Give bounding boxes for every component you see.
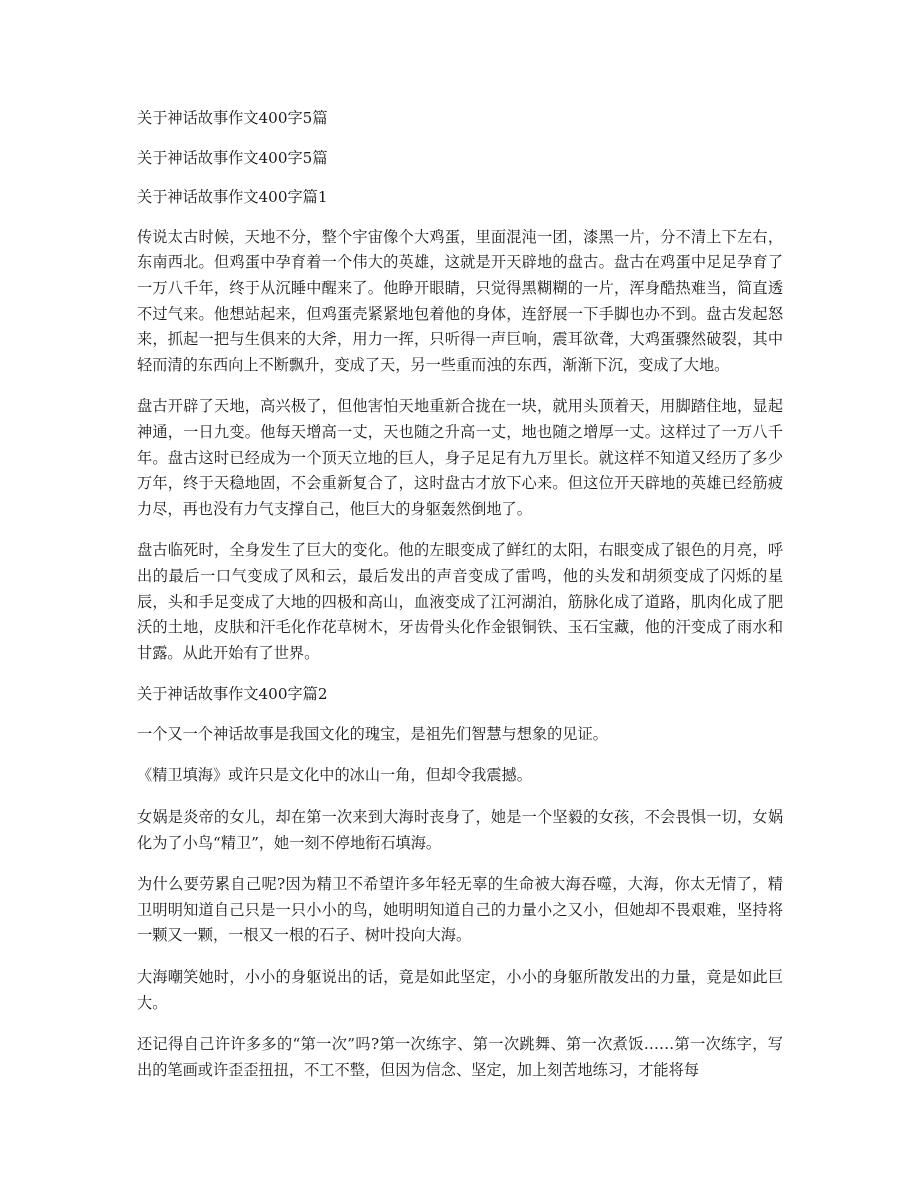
paragraph: 盘古临死时，全身发生了巨大的变化。他的左眼变成了鲜红的太阳，右眼变成了银色的月亮，呼出的最后一口气变成了风和云，最后发出的声音变成了雷鸣，他的头发和胡须变成了闪烁的星辰，头和手足变成了大地的四极和高山，血液变成了江河湖泊，筋脉化成了道路，肌肉化成了肥沃的土地，皮肤和汗毛化作花草树木，牙齿骨头化作金银铜铁、玉石宝藏，他的汗变成了雨水和甘露。从此开始有了世界。 [137, 541, 783, 662]
document-page [137, 106, 783, 1099]
paragraph: 还记得自己许许多多的“第一次”吗?第一次练字、第一次跳舞、第一次煮饭……第一次练字，写出的笔画或许歪歪扭扭，不工不整，但因为信念、坚定，加上刻苦地练习，才能将每 [137, 1035, 783, 1079]
section-heading-1: 关于神话故事作文400字篇1 [137, 188, 328, 207]
paragraph: 女娲是炎帝的女儿，却在第一次来到大海时丧身了，她是一个坚毅的女孩，不会畏惧一切，女娲化为了小鸟“精卫”，她一刻不停地衔石填海。 [137, 808, 783, 852]
paragraph: 一个又一个神话故事是我国文化的瑰宝，是祖先们智慧与想象的见证。 [137, 724, 608, 743]
paragraph: 为什么要劳累自己呢?因为精卫不希望许多年轻无辜的生命被大海吞噬，大海，你太无情了，精卫明明知道自己只是一只小小的鸟，她明明知道自己的力量小之又小，但她却不畏艰难，坚持将一颗又一颗，一根又一根的石子、树叶投向大海。 [137, 875, 783, 945]
paragraph: 传说太古时候，天地不分，整个宇宙像个大鸡蛋，里面混沌一团，漆黑一片，分不清上下左右，东南西北。但鸡蛋中孕育着一个伟大的英雄，这就是开天辟地的盘古。盘古在鸡蛋中足足孕育了一万八千年，终于从沉睡中醒来了。他睁开眼睛，只觉得黑糊糊的一片，浑身酷热难当，简直透不过气来。他想站起来，但鸡蛋壳紧紧地包着他的身体，连舒展一下手脚也办不到。盘古发起怒来，抓起一把与生俱来的大斧，用力一挥，只听得一声巨响，震耳欲聋，大鸡蛋骤然破裂，其中轻而清的东西向上不断飘升，变成了天，另一些重而浊的东西，渐渐下沉，变成了大地。 [137, 227, 783, 374]
document-subtitle: 关于神话故事作文400字5篇 [137, 148, 328, 167]
paragraph: 大海嘲笑她时，小小的身躯说出的话，竟是如此坚定，小小的身躯所散发出的力量，竟是如此巨大。 [137, 968, 783, 1012]
paragraph: 盘古开辟了天地，高兴极了，但他害怕天地重新合拢在一块，就用头顶着天，用脚踏住地，显起神通，一日九变。他每天增高一丈，天也随之升高一丈，地也随之增厚一丈。这样过了一万八千年。盘古这时已经成为一个顶天立地的巨人，身子足足有九万里长。就这样不知道又经历了多少万年，终于天稳地固，不会重新复合了，这时盘古才放下心来。但这位开天辟地的英雄已经筋疲力尽，再也没有力气支撑自己，他巨大的身躯轰然倒地了。 [137, 397, 783, 518]
paragraph: 《精卫填海》或许只是文化中的冰山一角，但却令我震撼。 [137, 766, 532, 785]
section-heading-2: 关于神话故事作文400字篇2 [137, 685, 328, 704]
document-title: 关于神话故事作文400字5篇 [137, 109, 328, 127]
